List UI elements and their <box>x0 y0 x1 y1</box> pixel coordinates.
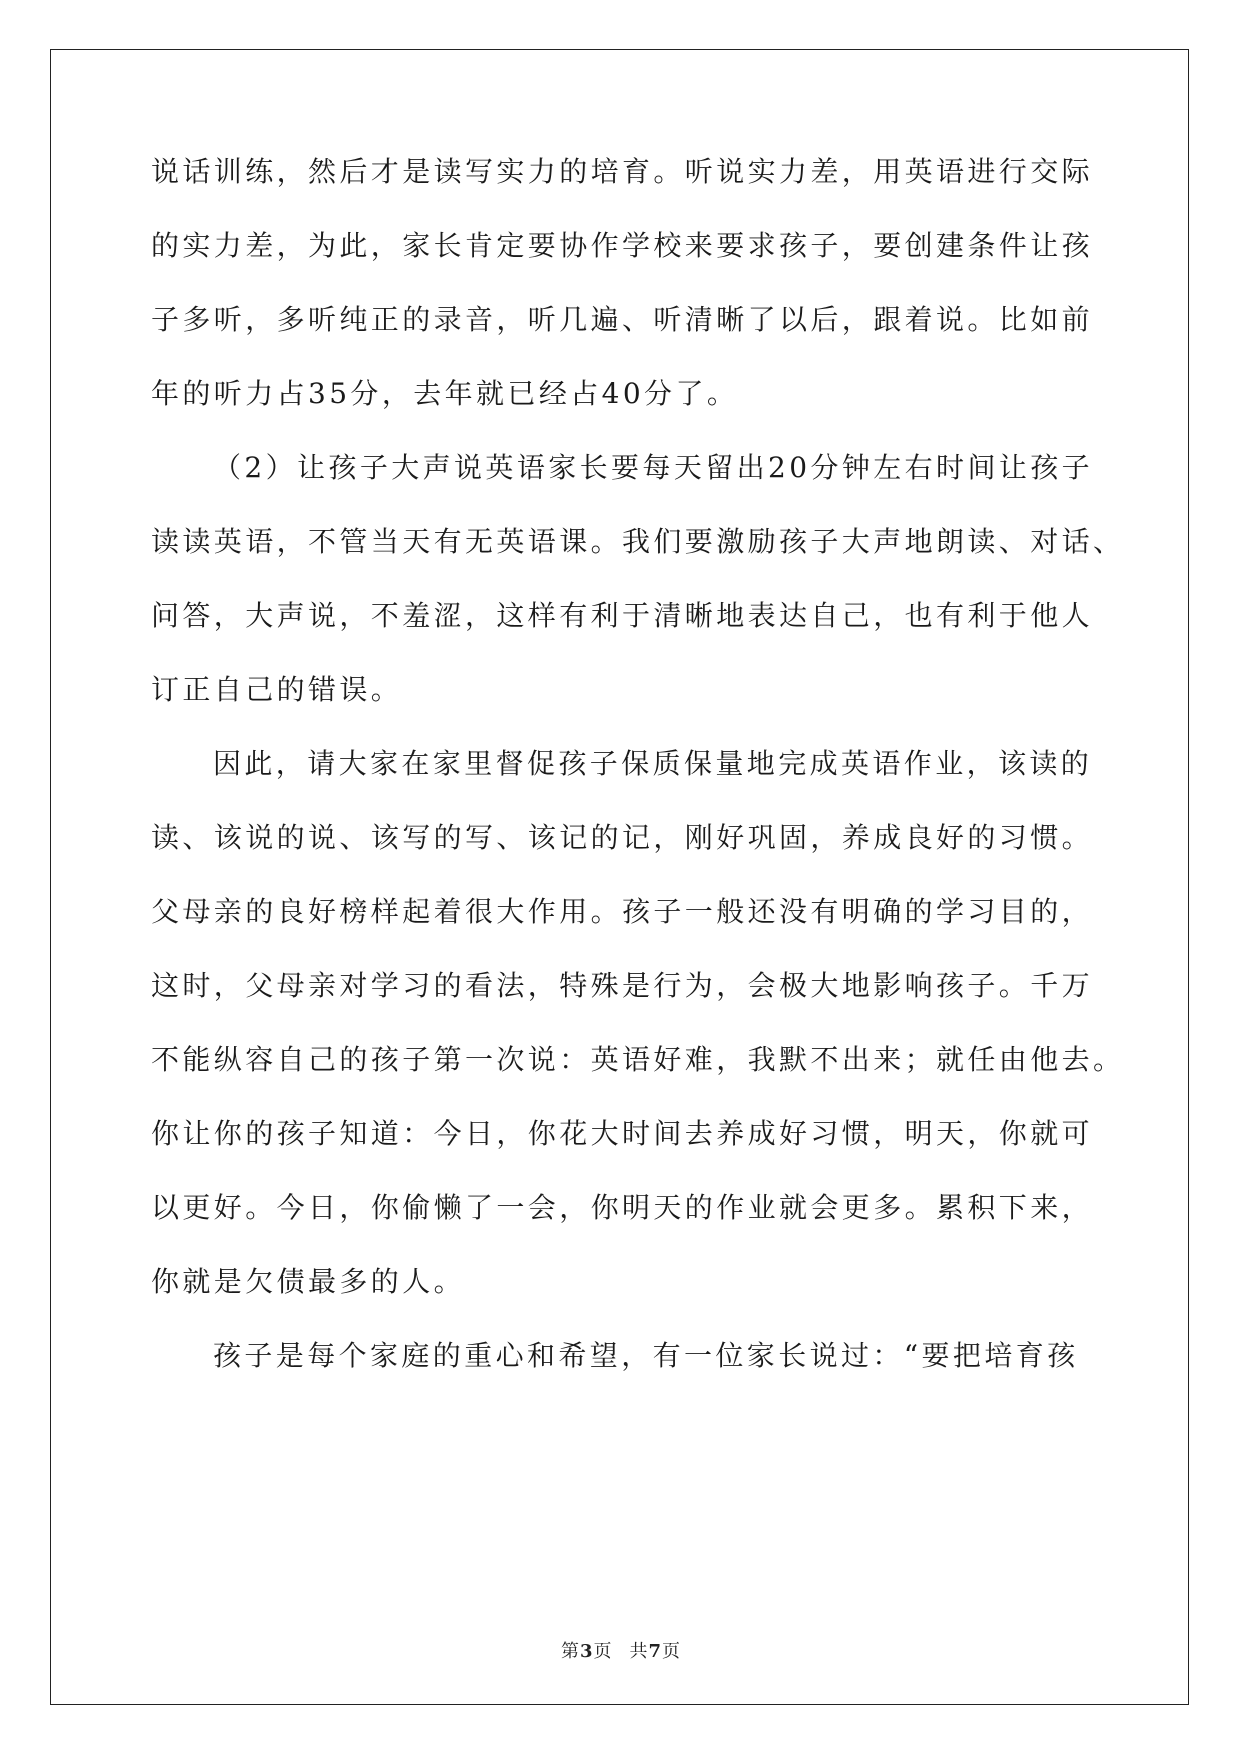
page-border <box>50 49 1189 1705</box>
page-number: 3 <box>579 1641 593 1662</box>
text-line: 不能纵容自己的孩子第一次说：英语好难，我默不出来；就任由他去。 <box>151 1043 1125 1076</box>
text-line: 你让你的孩子知道：今日，你花大时间去养成好习惯，明天，你就可 <box>151 1117 1094 1150</box>
text-line: 父母亲的良好榜样起着很大作用。孩子一般还没有明确的学习目的， <box>151 895 1094 928</box>
text-line: 读、该说的说、该写的写、该记的记，刚好巩固，养成良好的习惯。 <box>151 821 1094 854</box>
text-line: 年的听力占35分，去年就已经占40分了。 <box>151 377 739 410</box>
paragraph-first-line: （2）让孩子大声说英语家长要每天留出20分钟左右时间让孩子 <box>213 451 1094 484</box>
page-footer <box>0 1641 1241 1663</box>
text-line: 子多听，多听纯正的录音，听几遍、听清晰了以后，跟着说。比如前 <box>151 303 1094 336</box>
text-line: 订正自己的错误。 <box>151 673 403 706</box>
total-pages: 7 <box>648 1641 662 1662</box>
page-suffix: 页 <box>593 1641 612 1662</box>
text-line: 读读英语，不管当天有无英语课。我们要激励孩子大声地朗读、对话、 <box>151 525 1125 558</box>
total-suffix: 页 <box>662 1641 681 1662</box>
text-line: 这时，父母亲对学习的看法，特殊是行为，会极大地影响孩子。千万 <box>151 969 1094 1002</box>
text-line: 说话训练，然后才是读写实力的培育。听说实力差，用英语进行交际 <box>151 155 1094 188</box>
text-line: 你就是欠债最多的人。 <box>151 1265 466 1298</box>
page-prefix: 第 <box>560 1641 579 1662</box>
text-line: 以更好。今日，你偷懒了一会，你明天的作业就会更多。累积下来， <box>151 1191 1094 1224</box>
text-line: 的实力差，为此，家长肯定要协作学校来要求孩子，要创建条件让孩 <box>151 229 1094 262</box>
paragraph-first-line: 孩子是每个家庭的重心和希望，有一位家长说过：“要把培育孩 <box>213 1339 1079 1372</box>
total-prefix: 共 <box>629 1641 648 1662</box>
text-line: 问答，大声说，不羞涩，这样有利于清晰地表达自己，也有利于他人 <box>151 599 1094 632</box>
paragraph-first-line: 因此，请大家在家里督促孩子保质保量地完成英语作业，该读的 <box>213 747 1093 780</box>
